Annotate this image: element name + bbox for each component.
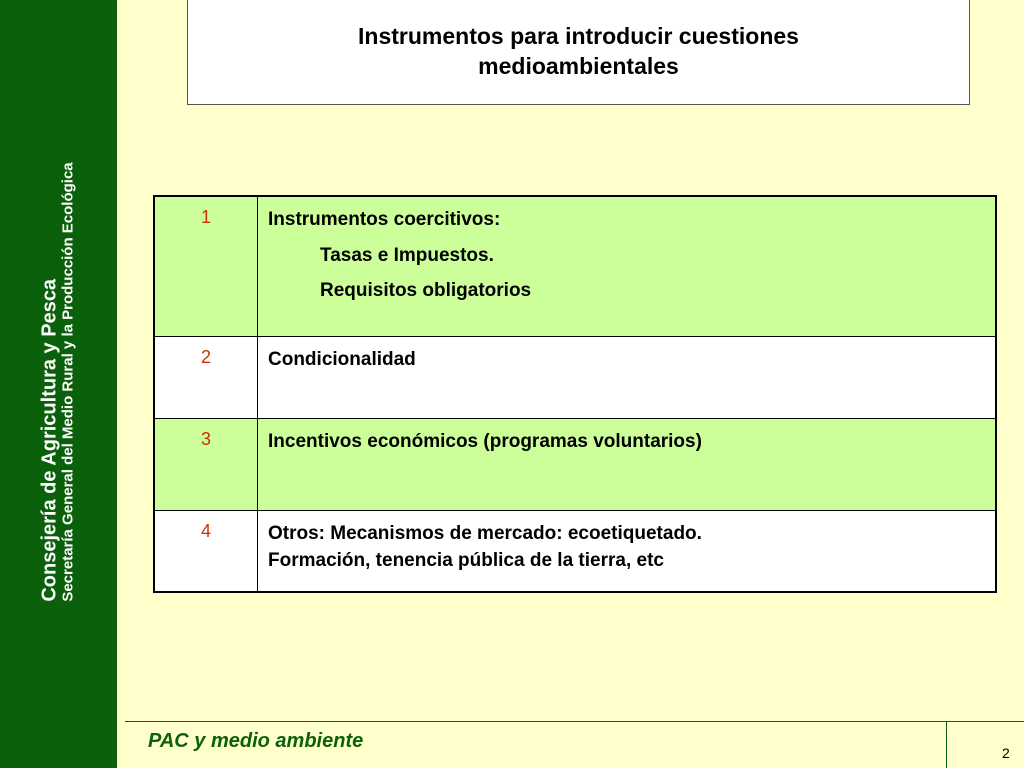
- footer-page-divider: [946, 721, 947, 768]
- row-description: [258, 510, 997, 592]
- row-heading: Condicionalidad: [268, 348, 416, 370]
- row-line: Formación, tenencia pública de la tierra, etc: [268, 550, 664, 572]
- table-row: [154, 418, 996, 510]
- slide-title: Instrumentos para introducir cuestiones medioambientales: [358, 23, 799, 79]
- instruments-table: [153, 195, 997, 593]
- row-number: 1: [154, 196, 258, 336]
- row-line: Otros: Mecanismos de mercado: ecoetiquetado.: [268, 522, 702, 544]
- footer-title: PAC y medio ambiente: [148, 730, 364, 752]
- sidebar: [0, 0, 117, 768]
- table-row: [154, 336, 996, 418]
- row-number: 4: [154, 510, 258, 592]
- row-sub-item: Tasas e Impuestos.: [320, 244, 494, 266]
- row-number: 2: [154, 336, 258, 418]
- row-number: 3: [154, 418, 258, 510]
- row-description: [258, 336, 997, 418]
- footer-divider: [125, 721, 1024, 722]
- sidebar-org-name: Consejería de Agricultura y Pesca: [38, 278, 61, 602]
- row-heading: Incentivos económicos (programas voluntarios): [268, 430, 702, 452]
- row-sub-item: Requisitos obligatorios: [320, 280, 532, 302]
- table-row: [154, 510, 996, 592]
- page-number: 2: [1002, 745, 1010, 761]
- sidebar-department-name: Secretaría General del Medio Rural y la Producción Ecológica: [59, 162, 77, 602]
- sidebar-branding: [38, 162, 77, 601]
- row-description: [258, 418, 997, 510]
- slide-title-box: [187, 0, 970, 105]
- row-description: [258, 196, 997, 336]
- table-row: [154, 196, 996, 336]
- row-heading: Instrumentos coercitivos:: [268, 209, 501, 230]
